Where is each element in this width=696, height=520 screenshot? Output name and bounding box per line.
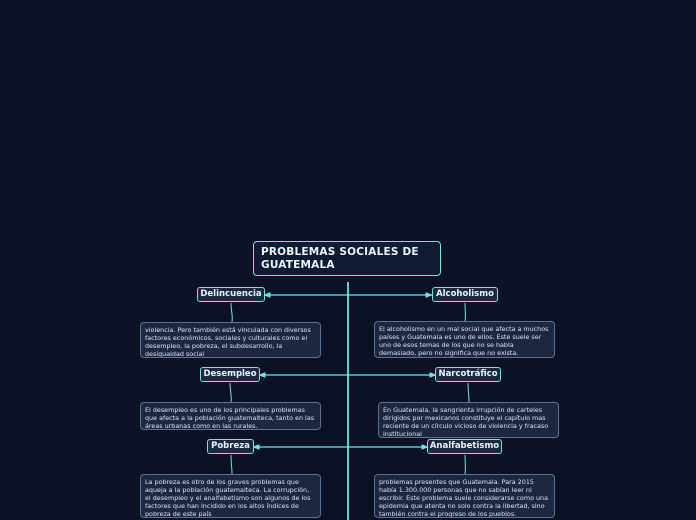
note-desempleo: El desempleo es uno de los principales problemas que afecta a la población guatemalteca, tanto en las áreas urbanas como en las rurales. bbox=[140, 402, 321, 430]
topic-narcotrafico[interactable]: Narcotráfico bbox=[435, 367, 501, 382]
topic-delincuencia[interactable]: Delincuencia bbox=[197, 287, 265, 302]
central-topic[interactable]: PROBLEMAS SOCIALES DE GUATEMALA bbox=[253, 241, 441, 276]
topic-desempleo[interactable]: Desempleo bbox=[200, 367, 260, 382]
note-delincuencia: violencia. Pero también está vinculada con diversos factores económicos, sociales y culturales como el desempleo, la pobreza, el subdesarrollo, la desigualdad social bbox=[140, 322, 321, 358]
topic-pobreza[interactable]: Pobreza bbox=[207, 439, 254, 454]
stem-pobreza bbox=[231, 455, 232, 474]
note-pobreza: La pobreza es otro de los graves problemas que aqueja a la población guatemalteca. La corrupción, el desempleo y el analfabetismo son algunos de los factores que han incidido en los altos índices de pobreza de este país bbox=[140, 474, 321, 518]
note-narcotrafico: En Guatemala, la sangrienta irrupción de carteles dirigidos por mexicanos constituye el capítulo mas reciente de un círculo vicioso de violencia y fracaso institucional bbox=[378, 402, 559, 438]
topic-analfabetismo[interactable]: Analfabetismo bbox=[427, 439, 502, 454]
topic-alcoholismo[interactable]: Alcoholismo bbox=[432, 287, 498, 302]
stem-desempleo bbox=[230, 383, 231, 402]
stem-delincuencia bbox=[231, 303, 232, 322]
note-analfabetismo: problemas presentes que Guatemala. Para 2015 había 1.300.000 personas que no sabían leer ni escribir. Este problema suele considerarse como una epidemia que atenta no solo contra la libertad, sino también contra el progreso de los pueblos. bbox=[374, 474, 555, 518]
stem-narcotrafico bbox=[468, 383, 469, 402]
note-alcoholismo: El alcoholismo en un mal social que afecta a muchos países y Guatemala es uno de ellos. Este suele ser uno de esos temas de los que no se habla demasiado, pero no significa que no exista. bbox=[374, 321, 555, 358]
